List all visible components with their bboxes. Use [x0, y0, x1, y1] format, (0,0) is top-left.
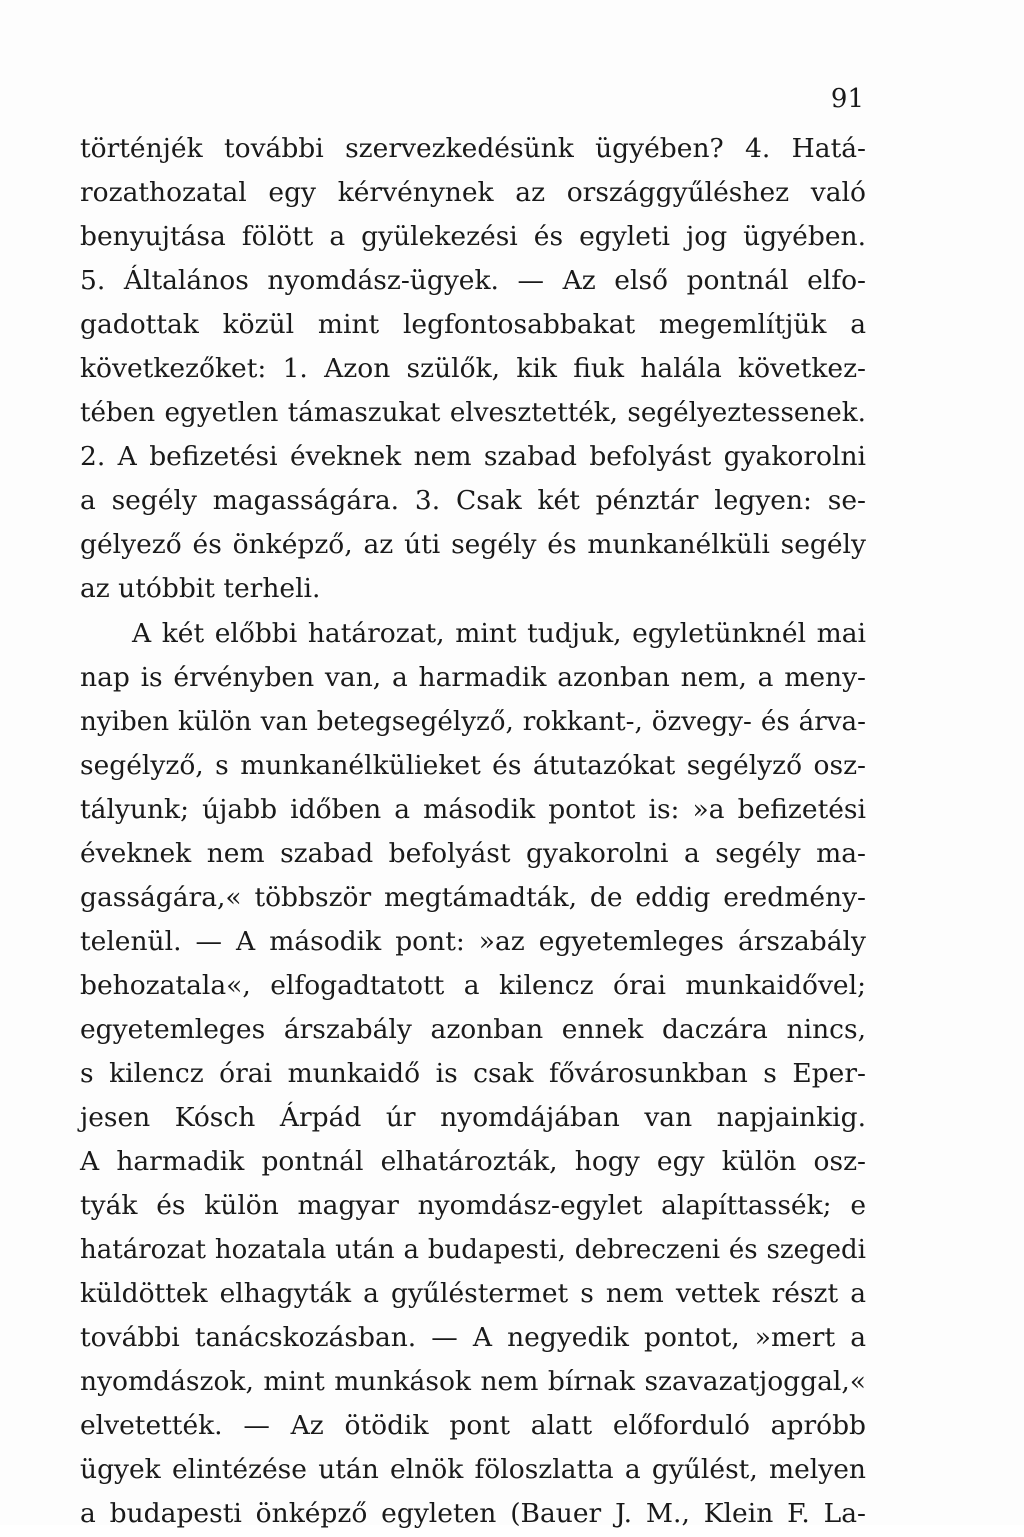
text-line: s kilencz órai munkaidő is csak fővárosunkban s Eper- [80, 1057, 866, 1089]
text-line: behozatala«, elfogadtatott a kilencz órai munkaidővel; [80, 969, 866, 1001]
text-line: A két előbbi határozat, mint tudjuk, egyletünknél mai [132, 617, 866, 649]
text-line: nyomdászok, mint munkások nem bírnak szavazatjoggal,« [80, 1366, 866, 1398]
text-line: egyetemleges árszabály azonban ennek daczára nincs, [80, 1013, 866, 1045]
text-line: a budapesti önképző egyleten (Bauer J. M., Klein F. La- [80, 1498, 866, 1530]
text-line: benyujtása fölött a gyülekezési és egyleti jog ügyében. [80, 221, 866, 253]
text-line: gasságára,« többször megtámadták, de eddig eredmény- [80, 881, 866, 913]
page-number: 91 [830, 84, 864, 114]
text-line: 5. Általános nyomdász-ügyek. — Az első pontnál elfo- [80, 265, 866, 297]
text-line: gadottak közül mint legfontosabbakat megemlítjük a [80, 309, 866, 341]
text-line: 2. A befizetési éveknek nem szabad befolyást gyakorolni [80, 441, 866, 473]
text-line: segélyző, s munkanélkülieket és átutazókat segélyző osz- [80, 749, 866, 781]
text-line: történjék további szervezkedésünk ügyében? 4. Hatá- [80, 133, 866, 164]
text-line: további tanácskozásban. — A negyedik pontot, »mert a [80, 1322, 866, 1354]
text-line: nap is érvényben van, a harmadik azonban nem, a meny- [80, 661, 866, 693]
text-line: A harmadik pontnál elhatározták, hogy egy külön osz- [80, 1146, 866, 1178]
text-line: tyák és külön magyar nyomdász-egylet alapíttassék; e [80, 1190, 866, 1222]
text-line: telenül. — A második pont: »az egyetemleges árszabály [80, 925, 866, 957]
text-line: küldöttek elhagyták a gyűléstermet s nem vettek részt a [80, 1278, 866, 1310]
text-line: ügyek elintézése után elnök föloszlatta a gyűlést, melyen [80, 1454, 866, 1486]
text-line: éveknek nem szabad befolyást gyakorolni a segély ma- [80, 837, 866, 869]
text-line: jesen Kósch Árpád úr nyomdájában van napjainkig. [80, 1102, 866, 1134]
text-line: a segély magasságára. 3. Csak két pénztár legyen: se- [80, 485, 866, 517]
text-line: tében egyetlen támaszukat elvesztették, segélyeztessenek. [80, 398, 866, 429]
text-line: határozat hozatala után a budapesti, debreczeni és szegedi [80, 1235, 866, 1266]
paragraph-2 [80, 612, 866, 1537]
text-line: következőket: 1. Azon szülők, kik fiuk halála következ- [80, 353, 866, 385]
paragraph-1 [80, 127, 866, 612]
body-text [80, 127, 866, 1537]
text-line: tályunk; újabb időben a második pontot is: »a befizetési [80, 793, 866, 825]
text-line: rozathozatal egy kérvénynek az országgyűléshez való [80, 177, 866, 209]
text-line: elvetették. — Az ötödik pont alatt előforduló apróbb [80, 1410, 866, 1442]
text-line: gélyező és önképző, az úti segély és munkanélküli segély [80, 529, 866, 561]
text-line: az utóbbit terheli. [80, 573, 321, 605]
text-line: nyiben külön van betegsegélyző, rokkant-, özvegy- és árva- [80, 706, 866, 737]
